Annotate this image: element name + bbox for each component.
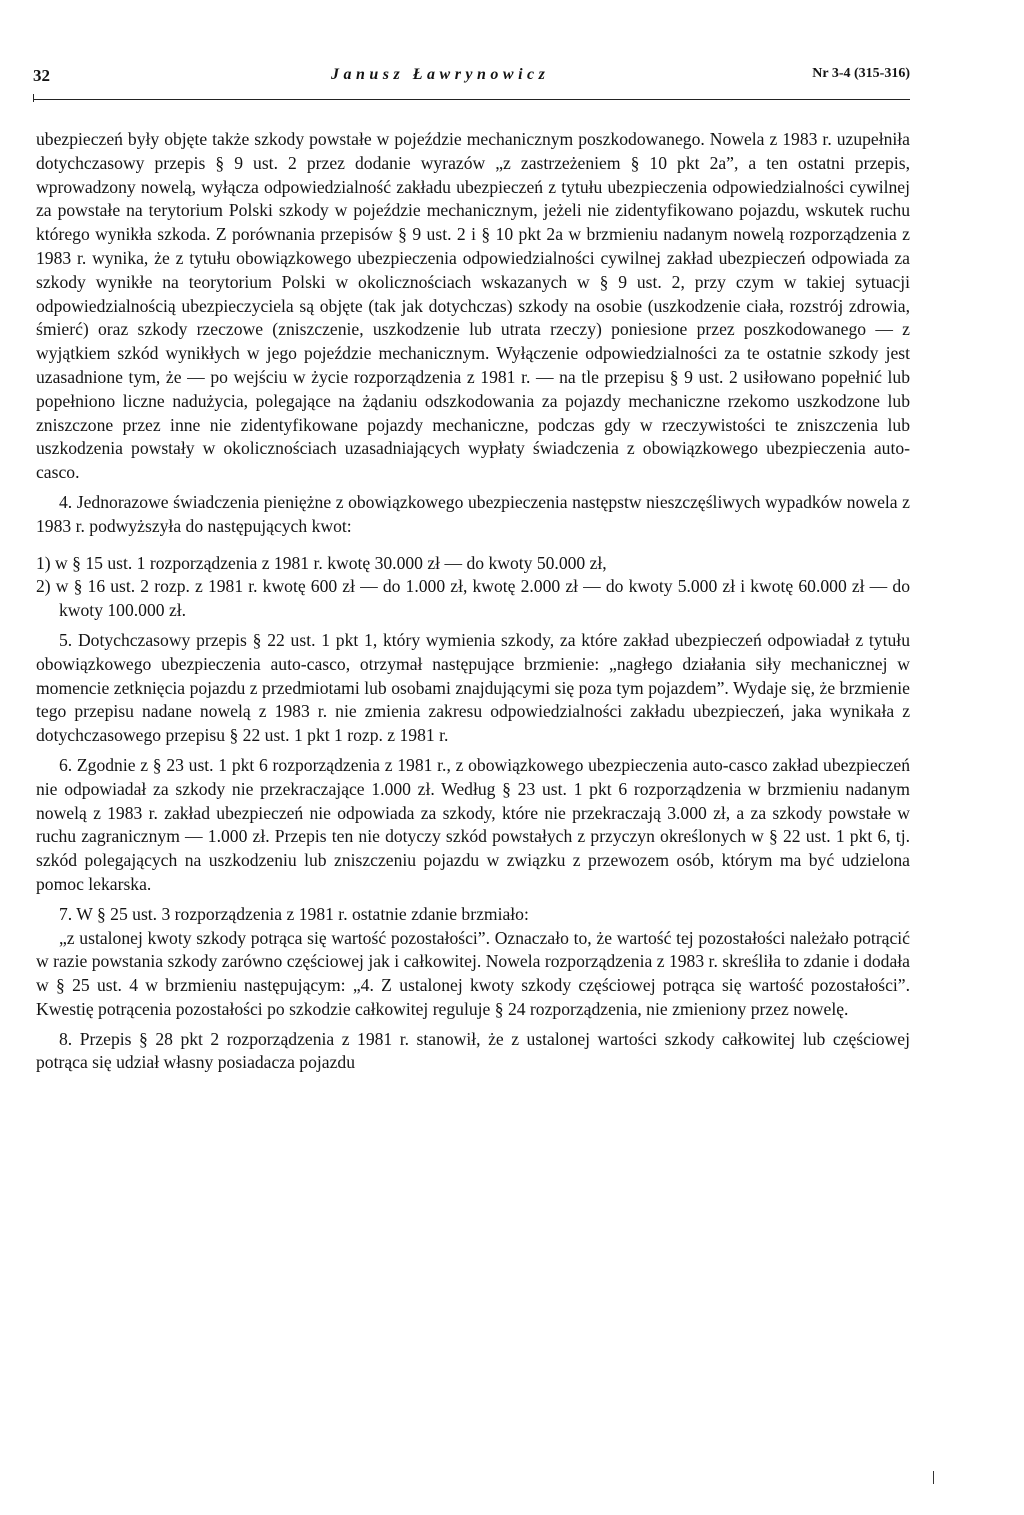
body-text <box>36 128 910 1075</box>
header-rule-tick <box>33 94 34 102</box>
paragraph-7-intro: 7. W § 25 ust. 3 rozporządzenia z 1981 r. ostatnie zdanie brzmiało: <box>59 903 529 924</box>
page-header <box>33 66 910 92</box>
issue-number: Nr 3-4 (315-316) <box>812 66 910 81</box>
paragraph-5: 5. Dotychczasowy przepis § 22 ust. 1 pkt 1, który wymienia szkody, za które zakład ubezpieczeń odpowiadał z tytułu obowiązkowego ubezpieczenia auto-casco, otrzymał następujące brzmienie: „nagłego działania siły mechanicznej w momencie zetknięcia pojazdu z przedmiotami lub osobami znajdującymi się poza tym pojazdem”. Wydaje się, że brzmienie tego przepisu nadane nowelą z 1983 r. nie zmienia zakresu odpowiedzialności zakładu ubezpieczeń, jaka wynikała z dotychczasowego przepisu § 22 ust. 1 pkt 1 rozp. z 1981 r. <box>36 629 910 746</box>
paragraph-8: 8. Przepis § 28 pkt 2 rozporządzenia z 1981 r. stanowił, że z ustalonej wartości szkody całkowitej lub częściowej potrąca się udział własny posiadacza pojazdu <box>36 1028 910 1073</box>
page-number: 32 <box>33 66 50 85</box>
running-title: Janusz Ławrynowicz <box>331 66 550 83</box>
amounts-list <box>36 552 910 623</box>
paragraph-6: 6. Zgodnie z § 23 ust. 1 pkt 6 rozporządzenia z 1981 r., z obowiązkowego ubezpieczenia auto-casco zakład ubezpieczeń nie odpowiadał za szkody nie przekraczające 1.000 zł. Według § 23 ust. 1 pkt 6 rozporządzenia w brzmieniu nadanym nowelą z 1983 r. zakład ubezpieczeń nie odpowiada za szkody, które nie przekraczają 3.000 zł, a za szkody powstałe w ruchu zagranicznym — 1.000 zł. Przepis ten nie dotyczy szkód powstałych z przyczyn określonych w § 22 ust. 1 pkt 6, tj. szkód polegających na uszkodzeniu lub zniszczeniu pojazdu w związku z przewozem osób, którym ma być udzielona pomoc lekarska. <box>36 754 910 894</box>
paragraph-continued: ubezpieczeń były objęte także szkody powstałe w pojeździe mechanicznym poszkodowanego. Nowela z 1983 r. uzupełniła dotychczasowy przepis § 9 ust. 2 przez dodanie wyrazów „z zastrzeżeniem § 10 pkt 2a”, a ten ostatni przepis, wprowadzony nowelą, wyłącza odpowiedzialność zakładu ubezpieczeń z tytułu ubezpieczenia odpowiedzialności cywilnej za powstałe na terytorium Polski szkody w pojeździe mechanicznym, jeżeli nie zidentyfikowano pojazdu, wskutek ruchu którego wynikła szkoda. Z porównania przepisów § 9 ust. 2 i § 10 pkt 2a w brzmieniu nadanym nowelą rozporządzenia z 1983 r. wynika, że z tytułu obowiązkowego ubezpieczenia odpowiedzialności cywilnej zakład ubezpieczeń odpowiada za szkody wynikłe na teorytorium Polski w okolicznościach wskazanych w § 9 ust. 2, przy czym w takiej sytuacji odpowiedzialnością ubezpieczyciela są objęte (tak jak dotychczas) szkody na osobie (uszkodzenie ciała, rozstrój zdrowia, śmierć) oraz szkody rzeczowe (zniszczenie, uszkodzenie lub utrata rzeczy) poniesione przez poszkodowanego — z wyjątkiem szkód wynikłych w jego pojeździe mechanicznym. Wyłączenie odpowiedzialności za te ostatnie szkody jest uzasadnione tym, że — po wejściu w życie rozporządzenia z 1981 r. — na tle przepisu § 9 ust. 2 usiłowano popełnić lub popełniono liczne nadużycia, polegające na żądaniu odszkodowania za pojazdy mechaniczne rzekomo uszkodzone lub zniszczone przez inne nie zidentyfikowane pojazdy mechaniczne, podczas gdy w rzeczywistości te zniszczenia lub uszkodzenia powstały w okolicznościach uzasadniających wypłaty świadczenia z obowiązkowego ubezpieczenia auto-casco. <box>36 129 910 483</box>
margin-mark <box>933 1471 934 1484</box>
list-item: 1) w § 15 ust. 1 rozporządzenia z 1981 r. kwotę 30.000 zł — do kwoty 50.000 zł, <box>36 552 607 573</box>
paragraph-4: 4. Jednorazowe świadczenia pieniężne z obowiązkowego ubezpieczenia następstw nieszczęśliwych wypadków nowela z 1983 r. podwyższyła do następujących kwot: <box>36 491 910 536</box>
paragraph-7: „z ustalonej kwoty szkody potrąca się wartość pozostałości”. Oznaczało to, że wartość tej pozostałości należało potrącić w razie powstania szkody zarówno częściowej jak i całkowitej. Nowela rozporządzenia z 1983 r. skreśliła to zdanie i dodała w § 25 ust. 4 w brzmieniu następującym: „4. Z ustalonej kwoty szkody częściowej potrąca się wartość pozostałości”. Kwestię potrącenia pozostałości po szkodzie całkowitej reguluje § 24 rozporządzenia, nie zmieniony przez nowelę. <box>36 927 910 1019</box>
list-item: 2) w § 16 ust. 2 rozp. z 1981 r. kwotę 600 zł — do 1.000 zł, kwotę 2.000 zł — do kwoty 5.000 zł i kwotę 60.000 zł — do kwoty 100.000 zł. <box>36 576 910 621</box>
header-rule <box>33 99 910 100</box>
